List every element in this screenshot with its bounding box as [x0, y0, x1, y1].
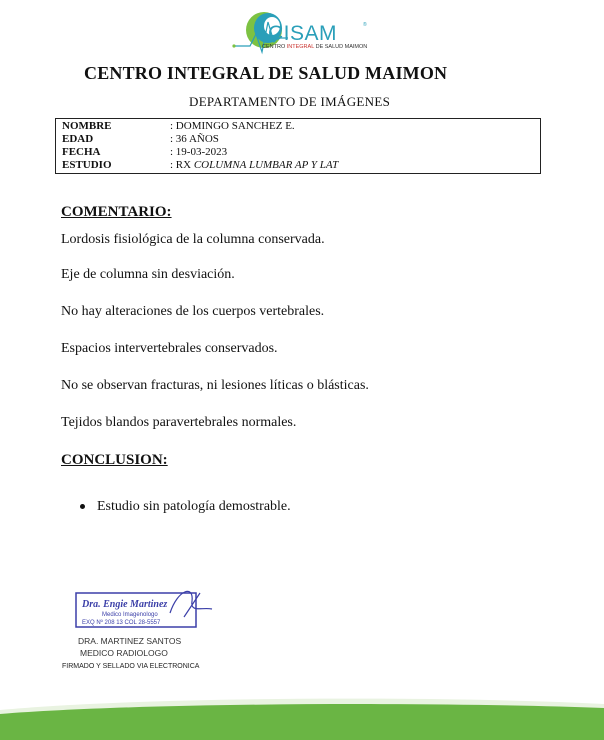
study-type-row	[62, 159, 338, 171]
study-date-value: : 19-03-2023	[170, 146, 228, 158]
comment-heading: COMENTARIO:	[61, 204, 172, 220]
electronic-signature-note: FIRMADO Y SELLADO VIA ELECTRONICA	[62, 663, 200, 670]
comment-line: Lordosis fisiológica de la columna conservada.	[61, 232, 325, 247]
document-title: CENTRO INTEGRAL DE SALUD MAIMON	[84, 63, 448, 83]
signer-role: MEDICO RADIOLOGO	[80, 648, 168, 658]
comment-line: No se observan fracturas, ni lesiones líticas o blásticas.	[61, 378, 369, 393]
study-date-row	[62, 146, 227, 158]
patient-age-row	[62, 133, 219, 145]
comment-line: Tejidos blandos paravertebrales normales.	[61, 415, 297, 430]
bullet-icon	[80, 504, 85, 509]
logo-registered-mark: ®	[363, 22, 367, 28]
patient-name-row	[62, 120, 295, 132]
study-date-label: FECHA	[62, 146, 101, 158]
stamp-role: Medico Imagenologo	[102, 612, 158, 618]
signer-name: DRA. MARTINEZ SANTOS	[78, 636, 182, 646]
department-name: DEPARTAMENTO DE IMÁGENES	[189, 94, 391, 109]
patient-info-box	[55, 118, 541, 174]
comment-line: No hay alteraciones de los cuerpos vertebrales.	[61, 304, 325, 319]
logo-subtitle: CENTRO INTEGRAL DE SALUD MAIMON	[262, 44, 368, 50]
stamp-exequatur: EXQ Nº 208 13 COL 28-5557	[82, 620, 161, 626]
conclusion-item: Estudio sin patología demostrable.	[97, 499, 291, 514]
comment-line: Eje de columna sin desviación.	[61, 267, 235, 282]
logo-wordmark: CISAM	[268, 22, 338, 45]
comment-line: Espacios intervertebrales conservados.	[61, 341, 278, 356]
patient-name-label: NOMBRE	[62, 120, 112, 132]
signature-stamp-icon	[74, 583, 214, 631]
footer-wave-decoration	[0, 690, 604, 740]
patient-age-label: EDAD	[62, 133, 94, 145]
patient-age-value: : 36 AÑOS	[170, 133, 219, 145]
patient-name-value: : DOMINGO SANCHEZ E.	[170, 120, 295, 132]
study-type-value: COLUMNA LUMBAR AP Y LAT	[193, 159, 339, 171]
conclusion-heading: CONCLUSION:	[61, 452, 168, 468]
stamp-name: Dra. Engie Martinez	[82, 599, 168, 610]
study-type-prefix: : RX	[170, 159, 194, 171]
study-type-label: ESTUDIO	[62, 159, 112, 171]
